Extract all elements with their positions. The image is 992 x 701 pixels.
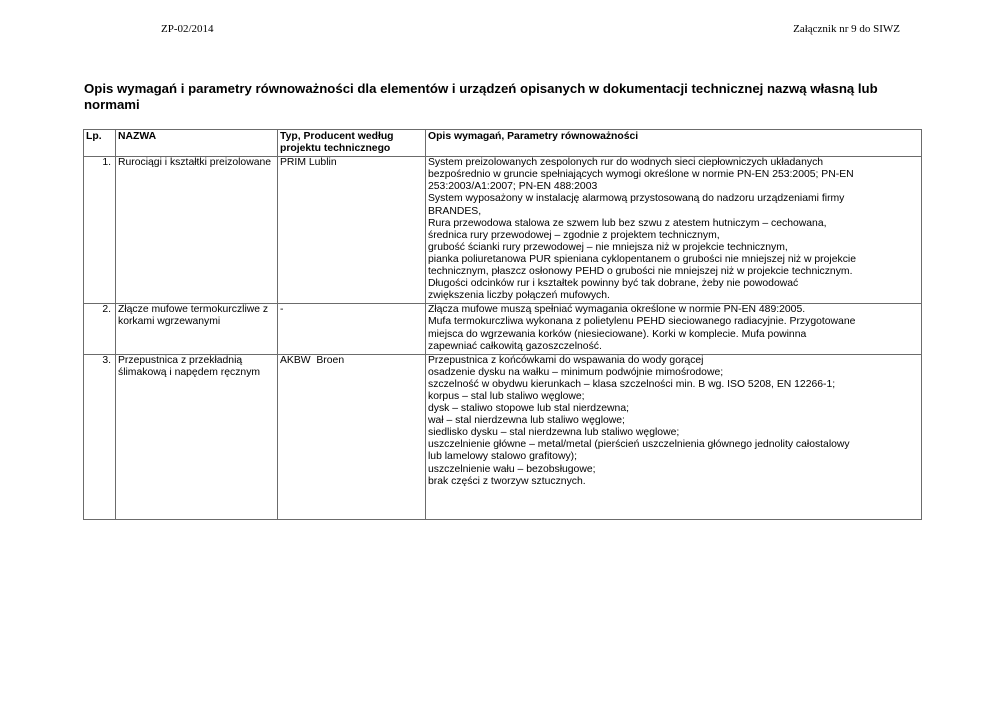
column-header-typ: Typ, Producent według projektu technicznego xyxy=(278,130,426,157)
description-line: Rura przewodowa stalowa ze szwem lub bez szwu z atestem hutniczym – cechowana, xyxy=(428,217,827,229)
description-line: osadzenie dysku na wałku – minimum podwójnie mimośrodowe; xyxy=(428,366,724,378)
description-line: System wyposażony w instalację alarmową przystosowaną do nadzoru urządzeniami firmy xyxy=(428,193,845,205)
description-line: dysk – staliwo stopowe lub stal nierdzewna; xyxy=(428,403,629,415)
column-header-opis: Opis wymagań, Parametry równoważności xyxy=(426,130,922,157)
requirements-table xyxy=(83,129,922,520)
description-line: brak części z tworzyw sztucznych. xyxy=(428,475,586,487)
description-line: wał – stal nierdzewna lub staliwo węglowe; xyxy=(428,415,625,427)
table-row xyxy=(84,354,922,519)
item-description xyxy=(426,157,922,304)
description-line: 253:2003/A1:2007; PN-EN 488:2003 xyxy=(428,181,598,193)
item-name: Przepustnica z przekładnią ślimakową i napędem ręcznym xyxy=(116,354,278,519)
description-line: siedlisko dysku – stal nierdzewna lub staliwo węglowe; xyxy=(428,427,680,439)
description-line: lub lamelowy stalowo grafitowy); xyxy=(428,451,577,463)
item-description xyxy=(426,354,922,519)
description-line: zapewniać całkowitą gazoszczelność. xyxy=(428,340,602,352)
column-header-nazwa: NAZWA xyxy=(116,130,278,157)
description-line: uszczelnienie wału – bezobsługowe; xyxy=(428,463,596,475)
description-line: szczelność w obydwu kierunkach – klasa szczelności min. B wg. ISO 5208, EN 12266-1; xyxy=(428,378,836,390)
description-line: technicznym, płaszcz osłonowy PEHD o grubości nie mniejszej niż w projekcie technicznym. xyxy=(428,266,853,278)
column-header-lp: Lp. xyxy=(84,130,116,157)
description-line: Mufa termokurczliwa wykonana z polietylenu PEHD sieciowanego radiacyjnie. Przygotowane xyxy=(428,316,856,328)
item-name: Złącze mufowe termokurczliwe z korkami wgrzewanymi xyxy=(116,304,278,354)
description-line: korpus – stal lub staliwo węglowe; xyxy=(428,390,585,402)
row-number: 1. xyxy=(84,157,116,304)
table-header-row xyxy=(84,130,922,157)
item-type-producer: - xyxy=(278,304,426,354)
row-number: 3. xyxy=(84,354,116,519)
item-type-producer: AKBW Broen xyxy=(278,354,426,519)
attachment-label: Załącznik nr 9 do SIWZ xyxy=(793,23,900,35)
description-line: pianka poliuretanowa PUR spieniana cyklopentanem o grubości nie mniejszej niż w projekcie xyxy=(428,253,856,265)
description-line: średnica rury przewodowej – zgodnie z projektem technicznym, xyxy=(428,229,720,241)
description-line: uszczelnienie główne – metal/metal (pierścień uszczelnienia głównego jednolity całostalowy xyxy=(428,439,850,451)
description-line: System preizolowanych zespolonych rur do wodnych sieci ciepłowniczych układanych xyxy=(428,157,824,169)
description-line: zwiększenia liczby połączeń mufowych. xyxy=(428,290,610,302)
description-line: miejsca do wgrzewania korków (niesieciowane). Korki w komplecie. Mufa powinna xyxy=(428,328,807,340)
item-description xyxy=(426,304,922,354)
description-line: Długości odcinków rur i kształtek powinny być tak dobrane, żeby nie powodować xyxy=(428,278,799,290)
description-line: Przepustnica z końcówkami do wspawania do wody gorącej xyxy=(428,354,704,366)
document-title: Opis wymagań i parametry równoważności dla elementów i urządzeń opisanych w dokumentacji technicznej nazwą własną lub normami xyxy=(84,81,878,112)
description-line: BRANDES, xyxy=(428,205,482,217)
doc-reference: ZP-02/2014 xyxy=(161,23,214,35)
item-type-producer: PRIM Lublin xyxy=(278,157,426,304)
table-row xyxy=(84,157,922,304)
item-name: Rurociągi i kształtki preizolowane xyxy=(116,157,278,304)
description-line: Złącza mufowe muszą spełniać wymagania określone w normie PN-EN 489:2005. xyxy=(428,304,806,316)
description-line: grubość ścianki rury przewodowej – nie mniejsza niż w projekcie technicznym, xyxy=(428,241,788,253)
row-number: 2. xyxy=(84,304,116,354)
table-row xyxy=(84,304,922,354)
description-line: bezpośrednio w gruncie spełniających wymogi określone w normie PN-EN 253:2005; PN-EN xyxy=(428,169,854,181)
